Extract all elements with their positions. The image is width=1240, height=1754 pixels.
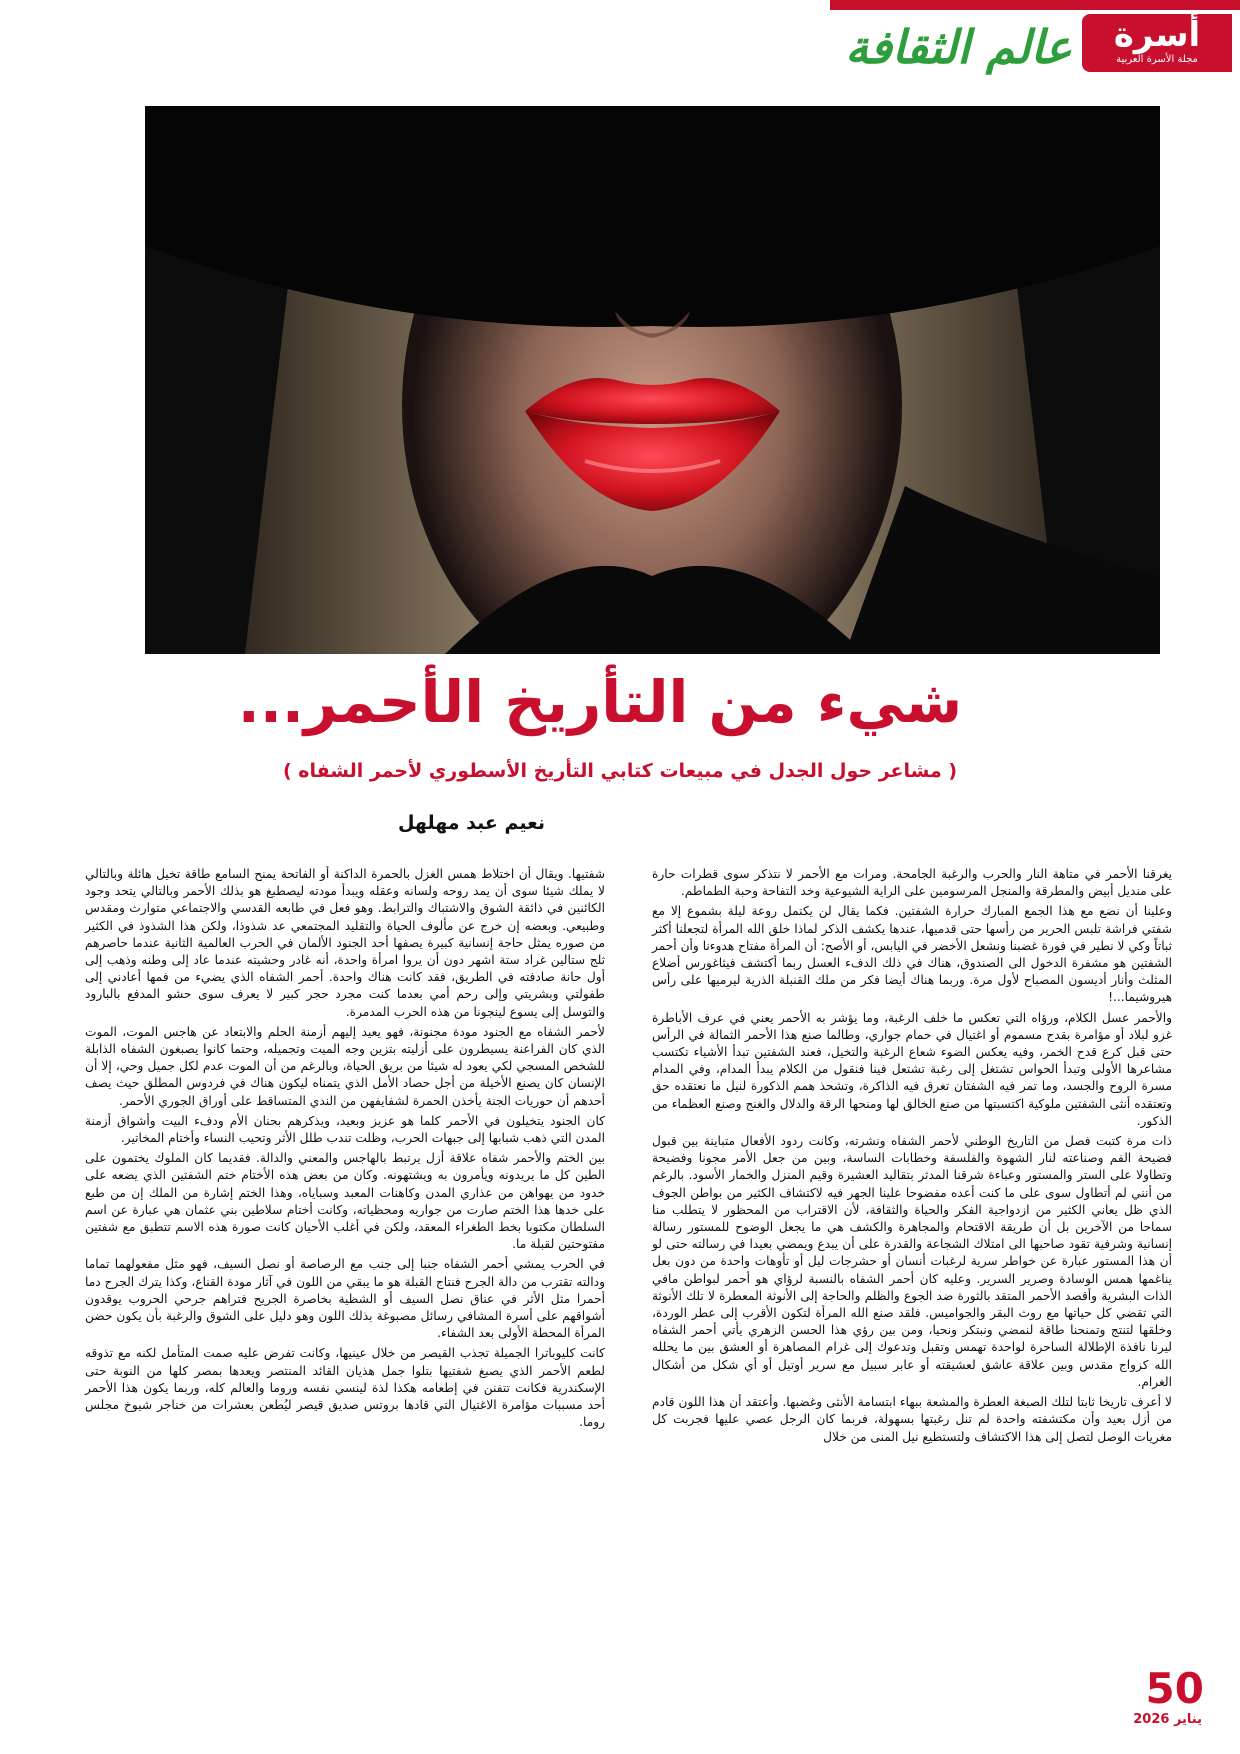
issue-date: يناير 2026 <box>1133 1712 1202 1727</box>
woman-red-lips-photo-icon <box>145 106 1160 654</box>
paragraph: وعلينا أن نضع مع هذا الجمع المبارك حرارة الشفتين. فكما يقال لن يكتمل روعة ليلة بشموع إلا مع شفتي فراشة تلبس الحرير من رأسها حتى قدميها، عندها يكشف الذكر لماذا خلق الله المرأة لتجعلنا أكثر ثباتاً وكي لا نطير في فورة غضبنا ونشعل الأخضر في اليابس، أو الأصح: أن المرأة مفتاح هدوءنا وأن أحمر الشفتين هو مشفرة الدخول الى الصندوق، هناك في ذلك الدفء العسل ربما أكتشف فيثاغورس أضلاع المثلث وأنار أديسون المصباح لأول مرة. وربما هناك أيضا فكر من ملك القنبلة الذرية ليرميها على رأس هيروشيما...! <box>652 904 1172 1005</box>
paragraph: في الحرب يمشي أحمر الشفاه جنبا إلى جنب مع الرصاصة أو نصل السيف، فهو مثل مفعولهما تماما ودالته تقترب من دالة الجرح فنتاج القبلة هو ما يبقي من اللون في آثار مودة القناع، وكذا يترك الجرح دما أحمرا مثل الأثر في عناق نصل السيف أو الشظية بخاصرة الجريح فتراهم جرحي الحروب يوقدون أشواقهم على أسرة المشافي رسائل مصبوغة بذلك اللون وهو دليل على الشوق والرغبة بأن يكون حضن المرأة المحطة الأولى بعد الشفاء. <box>85 1257 605 1341</box>
paragraph: والأحمر عسل الكلام، ورؤاه التي تعكس ما خلف الرغبة، وما يؤشر به الأحمر يعني في عرف الأباطرة غزو لبلاد أو مؤامرة بقدح مسموم أو اغتيال في حمام جواري، وطالما صنع هذا الأحمر الثمالة في الرأس حتى قبل كرع قدح الخمر، وفيه يعكس الضوء شعاع الرغبة والتخيل، فعند الشفتين تبدأ الأشياء تكتسب مشاعرها الأولى وتبدأ الحواس تشتغل إلى رغبة تشتعل فينا فنقول من الكلام يبدأ المدام، وفي المدام مسرة الروح والجسد، وما تمر فيه الشفتان تغرق فيه الذاكرة، وتشحذ همم الذكورة لنيل ما نعتقده حق وتعتقده أنثى الشفتين ملوكية اكتسبتها من صنع الخالق لها ومنحها الرقة والدلال والغنج وصنع العظماء من الذكور. <box>652 1010 1172 1128</box>
magazine-logo <box>1082 14 1232 72</box>
header-accent-bar <box>830 0 1240 10</box>
article-column-left <box>85 866 605 1435</box>
paragraph: كانت كليوباترا الجميلة تجذب القيصر من خلال عينيها، وكانت تفرض عليه صمت المتأمل لكنه مع تذوقه لطعم الأحمر الذي يصبغ شفتيها بتلوا جمل هذيان القائد المنتصر ويعدها بمصر كلها من النوبة حتى الإسكندرية فكانت تتفنن في إطعامه هكذا لذة لينسي نفسه وروما والعالم كله، وربما يكون هذا الأحمر أحد مسببات مؤامرة الاغتيال التي قادها بروتس صديق قيصر ليُطعن بعشرات من خناجر شيوخ مجلس روما. <box>85 1346 605 1430</box>
paragraph: كان الجنود يتخيلون في الأحمر كلما هو عزيز وبعيد، ويذكرهم بحنان الأم ودفء البيت وأشواق أزمنة المدن التي ذهب شبابها إلى جبهات الحرب، وظلت تندب طلل الأثر وتحيب النساء وأختام المخاتير. <box>85 1113 605 1146</box>
logo-subtitle: مجلة الأسرة العربية <box>1116 54 1198 65</box>
logo-text: أسرة <box>1113 15 1201 55</box>
article-title: شيء من التأريخ الأحمر... <box>237 668 963 736</box>
article-column-right <box>652 866 1172 1449</box>
paragraph: يغرقنا الأحمر في متاهة النار والحرب والرغبة الجامحة. ومرات مع الأحمر لا نتذكر سوى قطرات حارة على منديل أبيض والمطرقة والمنجل المرسومين على الراية الشيوعية وخد التفاحة وحبة الطماطم. <box>652 867 1172 899</box>
paragraph: لا أعرف تاريخا ثابتا لتلك الصبغة العطرة والمشعة ببهاء ابتسامة الأنثى وغضبها. وأعتقد أن هذا اللون قادم من أزل بعيد وأن مكتشفته واحدة لم تنل رغبتها بسهولة، فربما كان الرجل عصي عليها فجربت كل مغريات الوصل لتصل إلى هذا الاكتشاف ولتستطيع نيل المنى من خلال <box>652 1395 1172 1444</box>
article-subtitle: ( مشاعر حول الجدل في مبيعات كتابي التأريخ الأسطوري لأحمر الشفاه ) <box>282 760 958 782</box>
hero-photo <box>145 106 1160 654</box>
paragraph: ذات مرة كتبت فصل من التاريخ الوطني لأحمر الشفاه ونشرته، وكانت ردود الأفعال متباينة بين قبول فضيحة الفم وصناعته لنار الشهوة والفلسفة وخطابات الساسة، وبين من جعل الأمر مجونا وفضيحة وتطاولا على الستر والمستور وعباءة شرقنا المدثر بتقاليد العشيرة وقيم المنزل والخمار الأسود. بالرغم من أنني لم أتطاول سوى على ما كنت أعده مفضوحا علينا الجهر فيه لاكتشاف الكثير من بواطن الجوف الذي ظل يعاني الكثير من ازدواجية الفكر والحياة والثقافة، لأن الاقتراب من المحظور لا يتطلب منا سماحا من الآخرين بل أن طريقة الاقتحام والمجاهرة والكشف هي ما يجعل الوضوح للمستور رسالة إنسانية وشرفية تقود صاحبها الى امتلاك الشجاعة والقدرة على أن يبدع ويمضي بعيدا في رسالته حتى لو أن هذا المستور عبارة عن خواطر سرية لرغبات أنسان أو حشرجات ليل أو تأوهات واحدة من دون بعل يناغمها همس الوسادة وصرير السرير. وعليه كان أحمر الشفاه بالنسبة لرؤاي هو أحمر لبواطن مافي الذات البشرية وأقصد الأحمر المتقد بالثورة ضد الجوع والظلم والحاجة إلى الأنوثة المعطرة لا تلك الأنوثة التي تقضي كل حياتها مع روث البقر والجواميس. فلقد صنع الله المرأة لتكون الأقرب إلى عطر الوردة، وخلقها لتنتج وتمنحنا طاقة لنمضي ونبتكر ونحيا، ومن بين رؤي هذا الحسن الزهري يأتي أحمر الشفاه ليرنا نافذة الإطلالة الساحرة لواحدة تهمس وتقبل وتدعوك إلى غرام المصاهرة أو العشق بين ما يحلله الله كزواج مقدس وبين علاقة عاشق لعشيقته أو عابر سبيل مع سرير أوتيل أو أي شكل من أشكال الغرام. <box>652 1134 1172 1389</box>
paragraph: بين الختم والأحمر شفاه علاقة أزل يرتبط بالهاجس والمعني والدالة. فقديما كان الملوك يختمون على الطين كل ما يريدونه ويأمرون به ويشتهونه. وكان من بعض هذه الأختام ختم الشفتين الذي يضعه على خدود من يهواهن من عذاري المدن وكاهنات المعبد وسباياه، وهذا الختم إشارة من الملك إن من طبع على خدها هذا الختم صارت من جواريه ومحظياته، وكانت أختام سلاطين بني عثمان هي عبارة عن اسم السلطان مكتوبا بخط الطغراء المعقد، ولكن في أغلب الأحيان كانت صورة هذه الاسم تتطبق مع شفتين مفتوحتين لقبلة ما. <box>85 1151 605 1252</box>
page-number: 50 <box>1145 1664 1204 1713</box>
paragraph: شفتيها. ويقال أن اختلاط همس الغزل بالحمرة الداكنة أو الفاتحة يمنح السامع طاقة تخيل هائلة وبالتالي لا يملك شيئا سوى أن يمد روحه ولسانه وعقله ويبدأ مودته ليصطبغ هو بذلك الأحمر وبالتالي يتحد وجود الكائنين في ذائقة الشوق والاشتباك والترابط. وهو فعل في طابعه القدسي والاجتماعي متوارث ومقدس وطبيعي. وبعضه إن خرج عن مألوف الحياة والتقليد المجتمعي عد شذوذا، ولكن هذا الشذوذ في الكثير من صوره يمثل حاجة إنسانية كبيرة يصفها أحد الجنود الألمان في الحرب العالمية الثانية عندما حاصرهم ثلج ستالين غراد ستة اشهر دون أن يروا امرأة واحدة، أنه غادر وحشيته عندما عاد إلى وطنه وذهب إلى أول حانة صادفته في الطريق، فقد كانت هناك واحدة. أحمر الشفاه الذي يضيء من فمها أعادني إلى طفولتي وبشريتي وإلى رحم أمي بعدما كنت مجرد حجر كبير لا يعرف سوى حشو المدفع بالبارود والتوسل إلى يسوع لينجونا من هذه الحرب المدمرة. <box>85 867 605 1019</box>
author-name: نعيم عبد مهلهل <box>397 812 545 834</box>
paragraph: لأحمر الشفاه مع الجنود مودة مجنونة، فهو يعيد إليهم أزمنة الحلم والابتعاد عن هاجس الموت، الموت الذي كان الفراعنة يسيطرون على أزليته بتزين وجه الميت وتجميله، وحتما كانوا يصبغون الشفاه الذابلة للشخص المسجي لكي يعود له شيئا من بريق الحياة، وبالرغم من أن الموت عدم لكل جميل وحي، إلا أن الإنسان كان يصنع الأخيلة من أجل حصاد الأمل الذي يتمناه ليكون هناك في فردوس المطلق حيث يصف أحدهم أن حوريات الجنة يأخذن الحمرة لشفايفهن من الندي المتساقط على أوراق الجوري الأحمر. <box>85 1024 605 1108</box>
section-title: عالم الثقافة <box>845 20 1072 74</box>
